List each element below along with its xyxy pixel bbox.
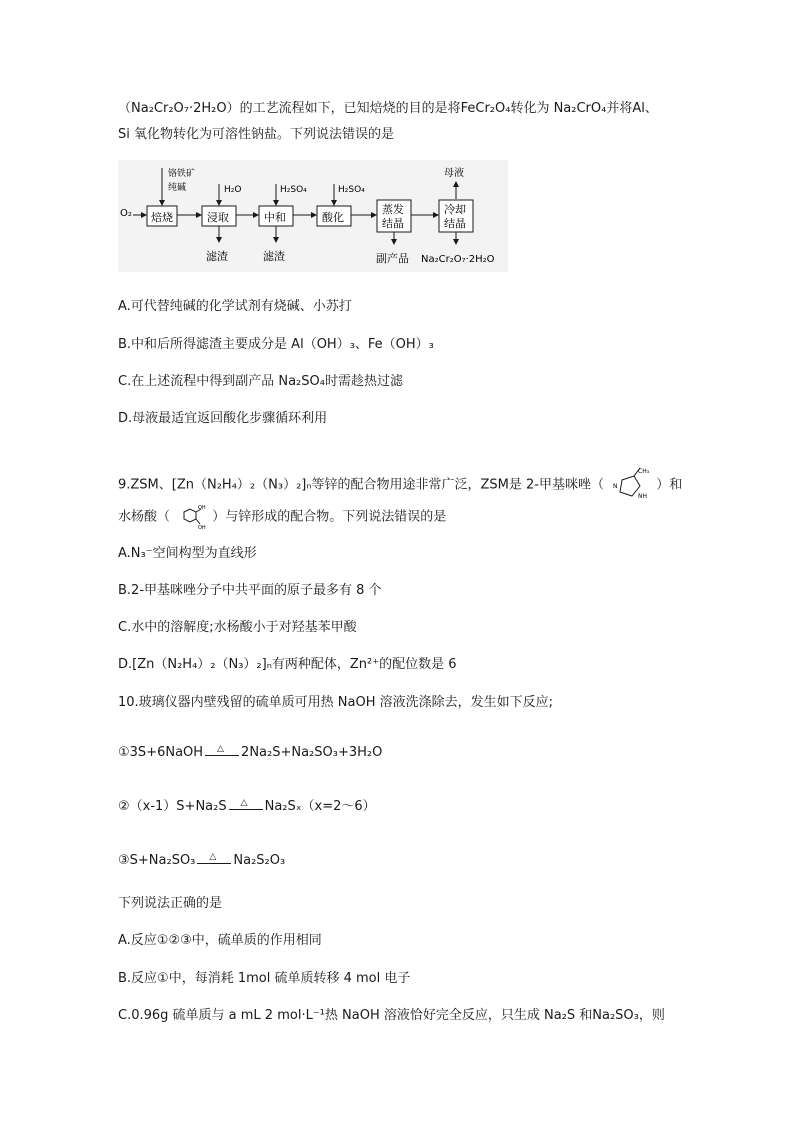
step-evaporate-1: 蒸发 xyxy=(382,203,404,216)
eq1-heat-arrow xyxy=(205,743,239,760)
h2so4-label-a: H₂SO₄ xyxy=(280,185,307,195)
q10-eq2 xyxy=(118,798,376,816)
step-acidify: 酸化 xyxy=(322,211,344,224)
q10-option-b: B.反应①中，每消耗 1mol 硫单质转移 4 mol 电子 xyxy=(118,971,411,986)
q8-option-b: B.中和后所得滤渣主要成分是 Al（OH）₃、Fe（OH）₃ xyxy=(118,337,434,352)
intro-line-2: Si 氧化物转化为可溶性钠盐。下列说法错误的是 xyxy=(118,127,394,142)
h2so4-label-b: H₂SO₄ xyxy=(338,185,365,195)
residue2-label: 滤渣 xyxy=(263,250,285,263)
q9-option-a: A.N₃⁻空间构型为直线形 xyxy=(118,546,257,561)
q8-option-d: D.母液最适宜返回酸化步骤循环利用 xyxy=(118,411,328,426)
eq2-heat-arrow xyxy=(229,797,263,814)
residue1-label: 滤渣 xyxy=(206,250,228,263)
q10-option-a: A.反应①②③中，硫单质的作用相同 xyxy=(118,933,322,948)
h2o-label: H₂O xyxy=(224,185,242,195)
mol2-oh: OH xyxy=(198,505,206,511)
eq1-heat-triangle: △ xyxy=(217,743,224,754)
step-neutralize: 中和 xyxy=(264,211,286,224)
product-label: Na₂Cr₂O₇·2H₂O xyxy=(421,254,495,265)
q9-stem-line-1 xyxy=(118,466,682,504)
eq1-left: ①3S+6NaOH xyxy=(118,745,204,760)
process-flow-diagram xyxy=(118,160,508,272)
o2-label: O₂ xyxy=(120,208,132,219)
eq3-left: ③S+Na₂SO₃ xyxy=(118,853,196,868)
eq2-heat-triangle: △ xyxy=(240,797,248,808)
methylimidazole-structure xyxy=(610,466,650,504)
eq2-right: Na₂Sₓ（x=2～6） xyxy=(264,799,376,814)
q10-option-c: C.0.96g 硫单质与 a mL 2 mol·L⁻¹热 NaOH 溶液恰好完全反应，只生成 Na₂S 和Na₂SO₃，则 xyxy=(118,1008,665,1023)
mol2-cooh: OH xyxy=(198,525,206,530)
salicylic-acid-structure xyxy=(176,504,206,530)
q8-option-a: A.可代替纯碱的化学试剂有烧碱、小苏打 xyxy=(118,299,352,314)
q10-eq3 xyxy=(118,852,285,870)
eq3-heat-triangle: △ xyxy=(209,851,217,862)
step-roast: 焙烧 xyxy=(151,211,173,224)
mol1-n: N xyxy=(613,483,618,490)
eq2-left: ②（x-1）S+Na₂S xyxy=(118,799,227,814)
q10-stem: 10.玻璃仪器内壁残留的硫单质可用热 NaOH 溶液洗涤除去，发生如下反应; xyxy=(118,695,554,710)
q9-stem-c: 水杨酸（ xyxy=(118,509,171,525)
step-cool-2: 结晶 xyxy=(444,217,466,230)
mol1-nh: NH xyxy=(638,493,648,500)
q9-option-b: B.2-甲基咪唑分子中共平面的原子最多有 8 个 xyxy=(118,583,382,598)
step-leach: 浸取 xyxy=(207,211,229,224)
q9-option-c: C.水中的溶解度;水杨酸小于对羟基苯甲酸 xyxy=(118,620,357,635)
soda-label: 纯碱 xyxy=(168,183,187,193)
chromite-label: 铬铁矿 xyxy=(168,169,196,179)
q9-stem-d: ）与锌形成的配合物。下列说法错误的是 xyxy=(212,509,447,525)
q9-stem-line-2 xyxy=(118,504,446,530)
q10-eq1 xyxy=(118,744,382,762)
q9-stem-a: 9.ZSM、[Zn（N₂H₄）₂（N₃）₂]ₙ等锌的配合物用途非常广泛，ZSM是 2-甲基咪唑（ xyxy=(118,477,604,493)
byproduct-label: 副产品 xyxy=(376,252,409,265)
eq1-right: 2Na₂S+Na₂SO₃+3H₂O xyxy=(241,745,383,760)
step-evaporate-2: 结晶 xyxy=(382,217,404,230)
eq3-heat-arrow xyxy=(197,851,231,868)
mol1-ch3: CH₃ xyxy=(638,468,650,475)
q8-option-c: C.在上述流程中得到副产品 Na₂SO₄时需趁热过滤 xyxy=(118,374,403,389)
q9-stem-b: ）和 xyxy=(656,477,683,493)
eq3-right: Na₂S₂O₃ xyxy=(233,853,286,868)
intro-line-1: （Na₂Cr₂O₇·2H₂O）的工艺流程如下，已知焙烧的目的是将FeCr₂O₄转化为 Na₂CrO₄并将Al、 xyxy=(118,101,658,116)
step-cool-1: 冷却 xyxy=(444,203,466,216)
q10-question: 下列说法正确的是 xyxy=(118,896,223,911)
q9-option-d: D.[Zn（N₂H₄）₂（N₃）₂]ₙ有两种配体，Zn²⁺的配位数是 6 xyxy=(118,657,457,672)
mother-liquor-label: 母液 xyxy=(444,168,464,179)
